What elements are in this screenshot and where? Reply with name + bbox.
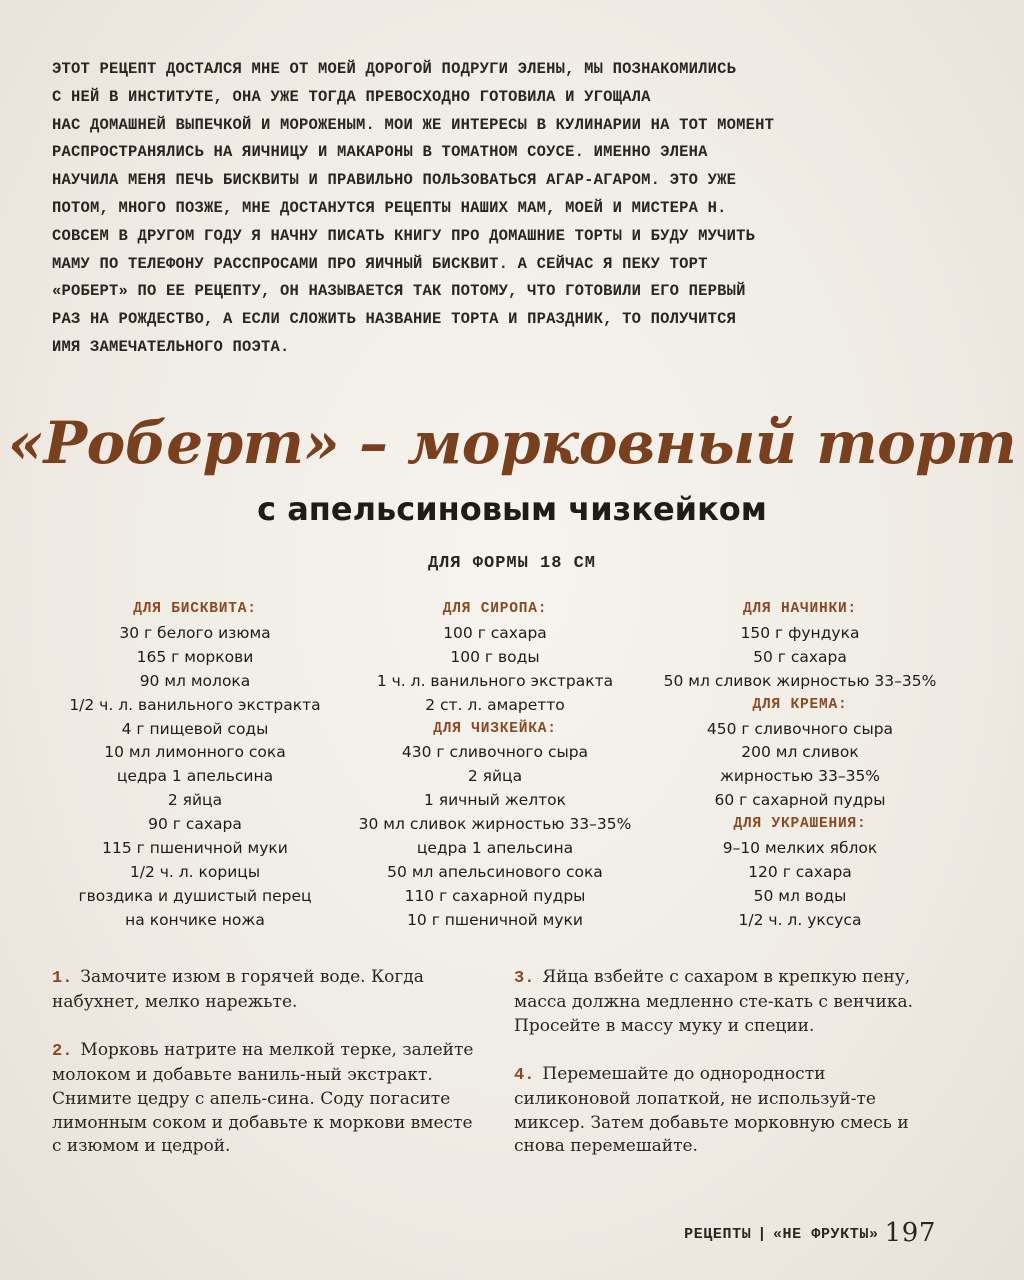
ingredient-item: гвоздика и душистый перец [78,886,312,905]
ingredient-item: 1/2 ч. л. корицы [129,862,261,881]
step-number: 4. [514,1065,535,1085]
recipe-subtitle: с апельсиновым чизкейком [257,490,767,528]
ingredient-item: 100 г сахара [443,623,547,642]
ingredient-group-heading: ДЛЯ СИРОПА: [442,601,548,617]
ingredient-item: 115 г пшеничной муки [102,839,288,858]
intro-line: ЭТОТ РЕЦЕПТ ДОСТАЛСЯ МНЕ ОТ МОЕЙ ДОРОГОЙ ПОДРУГИ ЭЛЕНЫ, МЫ ПОЗНАКОМИЛИСЬ [52,60,737,78]
step-text: Морковь натрите на мелкой терке, залейте молоком и добавьте ваниль-ный экстракт. Снимите цедру с апель-сина. Соду погасите лимонным соком и добавьте к моркови вместе с изюмом и цедрой. [52,1039,474,1157]
ingredient-item: 165 г моркови [136,647,254,666]
page-footer [684,1218,936,1248]
step-number: 2. [52,1041,73,1061]
intro-line: РАЗ НА РОЖДЕСТВО, А ЕСЛИ СЛОЖИТЬ НАЗВАНИЕ ТОРТА И ПРАЗДНИК, ТО ПОЛУЧИТСЯ [52,310,737,329]
ingredient-item: 100 г воды [450,647,540,666]
ingredient-group-heading: ДЛЯ ЧИЗКЕЙКА: [433,720,557,737]
ingredient-item: 2 яйца [467,767,523,786]
ingredient-item: 200 мл сливок [741,743,859,762]
ingredient-item: жирностью 33–35% [719,767,881,786]
ingredients-column-sponge [60,598,330,933]
intro-line: РАСПРОСТРАНЯЛИСЬ НА ЯИЧНИЦУ И МАКАРОНЫ В ТОМАТНОМ СОУСЕ. ИМЕННО ЭЛЕНА [52,143,708,162]
intro-line: ИМЯ ЗАМЕЧАТЕЛЬНОГО ПОЭТА. [52,337,290,356]
steps-right-column [514,966,944,1183]
ingredient-group-heading: ДЛЯ УКРАШЕНИЯ: [733,816,867,833]
ingredient-item: 1/2 ч. л. ванильного экстракта [69,695,321,714]
intro-line: «РОБЕРТ» ПО ЕЕ РЕЦЕПТУ, ОН НАЗЫВАЕТСЯ ТАК ПОТОМУ, ЧТО ГОТОВИЛИ ЕГО ПЕРВЫЙ [52,282,746,301]
ingredient-group-heading: ДЛЯ КРЕМА: [752,696,848,713]
ingredient-item: 9–10 мелких яблок [722,839,878,858]
step-text: Замочите изюм в горячей воде. Когда набухнет, мелко нарежьте. [52,967,424,1012]
recipe-title: «Роберт» – морковный торт [7,409,1017,477]
intro-paragraph [52,56,932,362]
ingredient-item: 150 г фундука [740,623,860,642]
step-text: Перемешайте до однородности силиконовой лопаткой, не используй-те миксер. Затем добавьте морковную смесь и снова перемешайте. [514,1063,909,1157]
ingredient-item: 50 мл воды [753,886,847,905]
ingredient-item: 50 г сахара [753,647,847,666]
ingredient-item: 120 г сахара [748,862,852,881]
ingredient-item: на кончике ножа [125,910,265,929]
ingredient-item: 450 г сливочного сыра [706,719,894,738]
ingredient-item: 1 яичный желток [424,791,566,810]
step-number: 1. [52,969,73,988]
ingredient-item: 90 мл молока [139,671,251,690]
step-text: Яйца взбейте с сахаром в крепкую пену, масса должна медленно сте-кать с венчика. Просейте в массу муку и специи. [514,967,914,1036]
page-number: 197 [884,1218,936,1248]
ingredient-item: 2 ст. л. амаретто [425,695,565,714]
intro-line: МАМУ ПО ТЕЛЕФОНУ РАССПРОСАМИ ПРО ЯИЧНЫЙ БИСКВИТ. А СЕЙЧАС Я ПЕКУ ТОРТ [52,254,708,273]
ingredients-column-syrup-cheesecake [355,598,635,933]
ingredient-item: 30 мл сливок жирностью 33–35% [358,815,632,834]
ingredient-item: 10 г пшеничной муки [407,910,583,929]
intro-line: ПОТОМ, МНОГО ПОЗЖЕ, МНЕ ДОСТАНУТСЯ РЕЦЕПТЫ НАШИХ МАМ, МОЕЙ И МИСТЕРА Н. [52,198,727,217]
ingredient-group-heading: ДЛЯ НАЧИНКИ: [742,601,858,617]
intro-line: НАУЧИЛА МЕНЯ ПЕЧЬ БИСКВИТЫ И ПРАВИЛЬНО ПОЛЬЗОВАТЬСЯ АГАР-АГАРОМ. ЭТО УЖЕ [52,171,737,190]
ingredient-item: 50 мл сливок жирностью 33–35% [663,671,937,690]
ingredient-item: 60 г сахарной пудры [714,791,886,810]
ingredient-item: 50 мл апельсинового сока [387,862,603,881]
ingredient-item: 4 г пищевой соды [121,719,269,738]
instruction-step [514,1063,944,1160]
footer-section: РЕЦЕПТЫ [684,1226,752,1243]
ingredient-item: цедра 1 апельсина [116,767,274,786]
ingredient-item: 30 г белого изюма [119,623,271,642]
instruction-step [514,966,944,1039]
ingredient-item: 430 г сливочного сыра [401,743,589,762]
ingredient-group-heading: ДЛЯ БИСКВИТА: [133,601,257,617]
steps-left-column [52,966,482,1183]
ingredients-column-filling-cream-decoration [650,598,950,933]
instruction-step [52,966,482,1015]
step-number: 3. [514,969,535,988]
footer-separator: | [757,1226,767,1243]
intro-line: СОВСЕМ В ДРУГОМ ГОДУ Я НАЧНУ ПИСАТЬ КНИГУ ПРО ДОМАШНИЕ ТОРТЫ И БУДУ МУЧИТЬ [52,226,756,245]
ingredient-item: 2 яйца [167,791,223,810]
ingredient-item: цедра 1 апельсина [416,839,574,858]
intro-line: С НЕЙ В ИНСТИТУТЕ, ОНА УЖЕ ТОГДА ПРЕВОСХОДНО ГОТОВИЛА И УГОЩАЛА [52,87,651,106]
ingredient-item: 10 мл лимонного сока [104,743,286,762]
form-size-label: ДЛЯ ФОРМЫ 18 СМ [427,554,597,573]
ingredient-item: 1/2 ч. л. уксуса [738,910,862,929]
instruction-step [52,1039,482,1160]
ingredient-item: 1 ч. л. ванильного экстракта [376,671,614,690]
footer-book-title: «НЕ ФРУКТЫ» [772,1226,879,1243]
intro-line: НАС ДОМАШНЕЙ ВЫПЕЧКОЙ И МОРОЖЕНЫМ. МОИ ЖЕ ИНТЕРЕСЫ В КУЛИНАРИИ НА ТОТ МОМЕНТ [52,115,775,134]
ingredient-item: 90 г сахара [148,815,242,834]
ingredient-item: 110 г сахарной пудры [404,886,586,905]
